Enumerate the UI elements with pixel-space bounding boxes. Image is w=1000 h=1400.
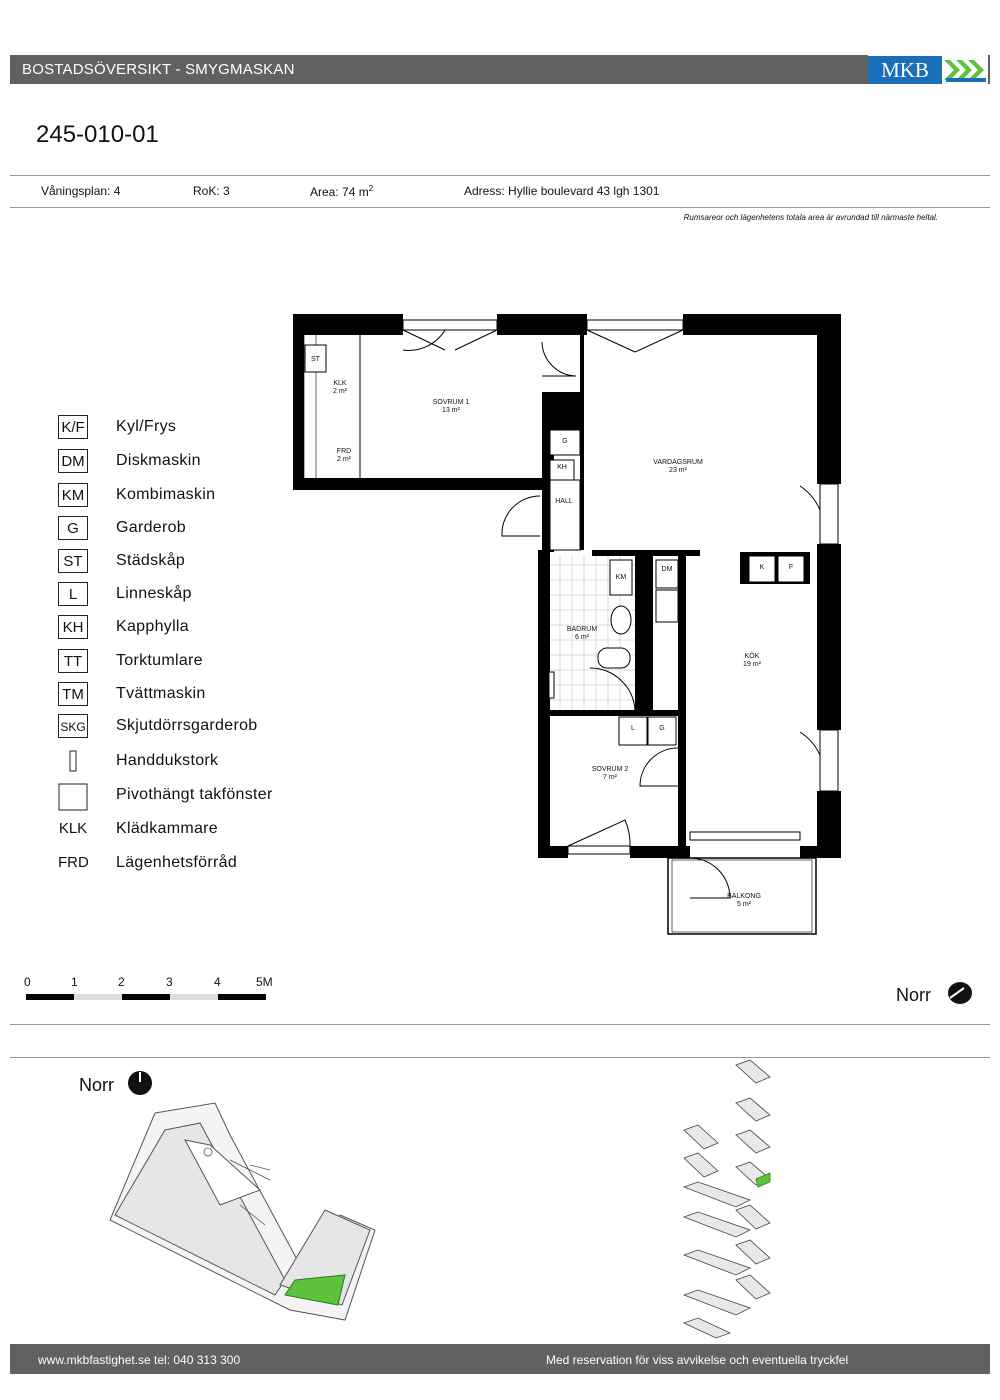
room-sovrum1-name: SOVRUM 1 [432, 399, 470, 406]
floor-plan [280, 300, 860, 950]
room-klk-name: KLK [333, 380, 347, 387]
legend-code: KH [58, 615, 88, 639]
room-badrum-area: 6 m² [575, 634, 589, 641]
site-north-compass-icon [126, 1068, 156, 1098]
towel-rail-icon [58, 749, 88, 773]
fixture-g1: G [562, 438, 568, 445]
legend-label: Handdukstork [116, 752, 219, 769]
floor-label: Våningsplan: [41, 184, 111, 198]
fixture-kh: KH [557, 464, 567, 471]
room-sovrum1 [420, 399, 482, 415]
room-balkong-area: 5 m² [737, 901, 751, 908]
legend-code: KM [58, 483, 88, 507]
scale-label-5: 5M [256, 975, 273, 989]
room-vardagsrum [640, 459, 716, 475]
legend-code: ST [58, 549, 88, 573]
info-divider-top [10, 175, 990, 176]
room-badrum-name: BADRUM [566, 626, 598, 633]
room-balkong-name: BALKONG [727, 893, 761, 900]
room-frd [326, 448, 362, 464]
fixture-km: KM [615, 574, 627, 581]
footer-contact: www.mkbfastighet.se tel: 040 313 300 [38, 1353, 241, 1367]
rok-label: RoK: [193, 184, 220, 198]
legend-label: Kyl/Frys [116, 418, 177, 435]
room-sovrum2 [582, 766, 638, 782]
skylight-icon [58, 783, 88, 807]
footer-disclaimer: Med reservation för viss avvikelse och eventuella tryckfel [546, 1353, 849, 1367]
room-klk [322, 380, 358, 396]
north-compass-icon [946, 980, 976, 1006]
legend-code: DM [58, 449, 88, 473]
legend-label: Skjutdörrsgarderob [116, 717, 258, 734]
legend-code: G [58, 516, 88, 540]
area-value: 74 m [342, 185, 369, 199]
site-north-label: Norr [79, 1075, 114, 1095]
room-hall [548, 498, 580, 506]
fixture-st: ST [311, 356, 320, 363]
legend-code: TT [58, 649, 88, 673]
fixture-k: K [759, 564, 765, 571]
legend-label: Diskmaskin [116, 452, 201, 469]
north-label: Norr [896, 985, 931, 1005]
room-vardagsrum-name: VARDAGSRUM [653, 459, 703, 466]
address-label: Adress: [464, 184, 505, 198]
scale-label-4: 4 [214, 975, 221, 989]
room-sovrum1-area: 13 m² [442, 407, 460, 414]
legend-code: TM [58, 682, 88, 706]
fixture-dm: DM [661, 566, 673, 573]
legend-code: KLK [58, 820, 88, 837]
site-plan [100, 1095, 390, 1330]
area-label: Area: [310, 185, 339, 199]
legend-code: FRD [58, 854, 89, 871]
legend-label: Klädkammare [116, 820, 219, 837]
legend-label: Lägenhetsförråd [116, 854, 238, 871]
legend-label: Kombimaskin [116, 486, 216, 503]
scale-label-0: 0 [24, 975, 31, 989]
section-divider-1 [10, 1024, 990, 1025]
info-divider-bottom [10, 207, 990, 208]
legend-label: Kapphylla [116, 618, 189, 635]
room-balkong [716, 893, 772, 909]
floor-value: 4 [113, 184, 121, 198]
room-vardagsrum-area: 23 m² [669, 467, 687, 474]
rok-info [193, 184, 230, 198]
area-info [310, 184, 373, 199]
scale-label-1: 1 [71, 975, 78, 989]
scale-bar [26, 994, 268, 1002]
section-divider-2 [10, 1057, 990, 1058]
legend-code: SKG [58, 714, 88, 738]
room-kok-name: KÖK [744, 653, 760, 660]
fixture-f: F [788, 564, 794, 571]
legend-label: Linneskåp [116, 585, 192, 602]
scale-label-2: 2 [118, 975, 125, 989]
room-frd-name: FRD [336, 448, 352, 455]
legend-label: Torktumlare [116, 652, 203, 669]
legend-code: K/F [58, 415, 88, 439]
room-sovrum2-name: SOVRUM 2 [591, 766, 629, 773]
room-hall-name: HALL [555, 498, 573, 505]
legend-label: Garderob [116, 519, 186, 536]
legend-label: Städskåp [116, 552, 186, 569]
room-klk-area: 2 m² [333, 388, 347, 395]
room-sovrum2-area: 7 m² [603, 774, 617, 781]
room-kok [730, 653, 774, 669]
room-frd-area: 2 m² [337, 456, 351, 463]
address-value: Hyllie boulevard 43 lgh 1301 [508, 184, 660, 198]
building-stack [670, 1055, 790, 1340]
fixture-l: L [631, 725, 635, 732]
room-kok-area: 19 m² [743, 661, 761, 668]
unit-id: 245-010-01 [36, 121, 159, 148]
area-note: Rumsareor och lägenhetens totala area är avrundad till närmaste heltal. [683, 213, 938, 222]
scale-label-3: 3 [166, 975, 173, 989]
address-info [464, 184, 659, 198]
floor-info [41, 184, 120, 198]
legend-code: L [58, 582, 88, 606]
logo-text: MKB [868, 56, 942, 84]
page-title: BOSTADSÖVERSIKT - SMYGMASKAN [22, 61, 295, 78]
room-badrum [557, 626, 607, 642]
legend-label: Tvättmaskin [116, 685, 206, 702]
fixture-g2: G [659, 725, 665, 732]
rok-value: 3 [223, 184, 230, 198]
logo-arrows-icon [942, 56, 988, 84]
area-unit-sup: 2 [368, 184, 374, 193]
legend-label: Pivothängt takfönster [116, 786, 273, 803]
